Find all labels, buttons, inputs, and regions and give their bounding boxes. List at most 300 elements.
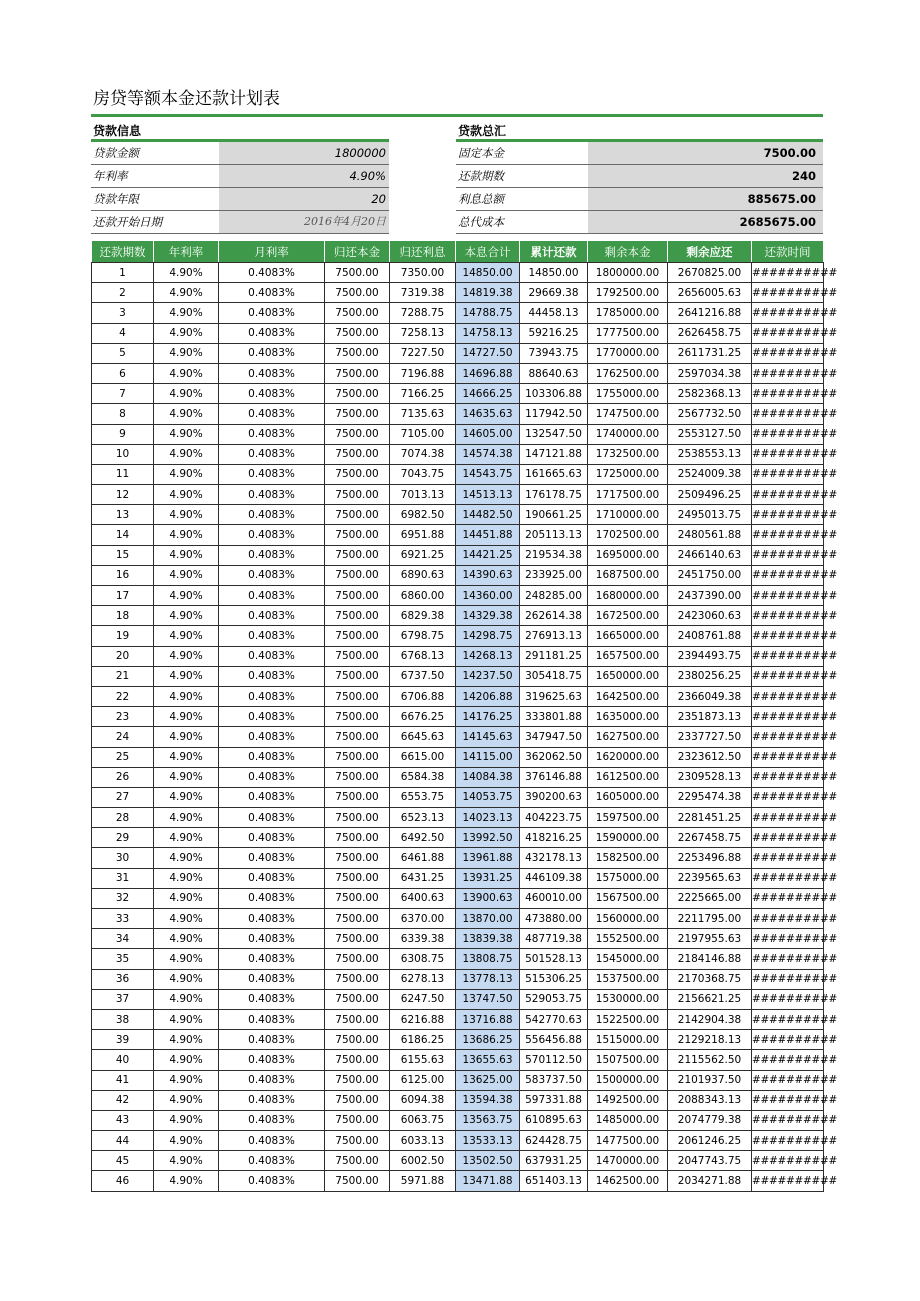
cell-cumulative[interactable]: 161665.63 — [520, 464, 588, 484]
cell-cumulative[interactable]: 147121.88 — [520, 444, 588, 464]
cell-remaining-principal[interactable]: 1777500.00 — [588, 323, 668, 343]
cell-annual-rate[interactable]: 4.90% — [154, 787, 219, 807]
cell-principal[interactable]: 7500.00 — [325, 888, 390, 908]
cell-period[interactable]: 37 — [92, 989, 154, 1009]
cell-interest[interactable]: 6860.00 — [390, 586, 456, 606]
cell-interest[interactable]: 6982.50 — [390, 505, 456, 525]
cell-interest[interactable]: 6553.75 — [390, 787, 456, 807]
cell-interest[interactable]: 6063.75 — [390, 1110, 456, 1130]
cell-principal[interactable]: 7500.00 — [325, 303, 390, 323]
cell-remaining-due[interactable]: 2034271.88 — [668, 1171, 752, 1191]
cell-payment-date[interactable]: ########## — [752, 1050, 824, 1070]
cell-interest[interactable]: 6400.63 — [390, 888, 456, 908]
start-date-value[interactable]: 2016年4月20日 — [219, 211, 389, 233]
cell-remaining-principal[interactable]: 1725000.00 — [588, 464, 668, 484]
cell-remaining-principal[interactable]: 1672500.00 — [588, 606, 668, 626]
cell-period[interactable]: 15 — [92, 545, 154, 565]
cell-period[interactable]: 46 — [92, 1171, 154, 1191]
cell-period[interactable]: 24 — [92, 727, 154, 747]
cell-cumulative[interactable]: 132547.50 — [520, 424, 588, 444]
cell-total-payment[interactable]: 14850.00 — [456, 263, 520, 283]
cell-annual-rate[interactable]: 4.90% — [154, 424, 219, 444]
cell-monthly-rate[interactable]: 0.4083% — [219, 1171, 325, 1191]
cell-period[interactable]: 31 — [92, 868, 154, 888]
cell-annual-rate[interactable]: 4.90% — [154, 666, 219, 686]
cell-principal[interactable]: 7500.00 — [325, 1090, 390, 1110]
cell-interest[interactable]: 7288.75 — [390, 303, 456, 323]
cell-payment-date[interactable]: ########## — [752, 909, 824, 929]
cell-principal[interactable]: 7500.00 — [325, 263, 390, 283]
cell-payment-date[interactable]: ########## — [752, 727, 824, 747]
cell-annual-rate[interactable]: 4.90% — [154, 363, 219, 383]
cell-interest[interactable]: 7043.75 — [390, 464, 456, 484]
cell-remaining-principal[interactable]: 1470000.00 — [588, 1151, 668, 1171]
cell-interest[interactable]: 7227.50 — [390, 343, 456, 363]
cell-total-payment[interactable]: 14635.63 — [456, 404, 520, 424]
cell-monthly-rate[interactable]: 0.4083% — [219, 283, 325, 303]
cell-remaining-principal[interactable]: 1620000.00 — [588, 747, 668, 767]
cell-remaining-due[interactable]: 2088343.13 — [668, 1090, 752, 1110]
cell-period[interactable]: 28 — [92, 808, 154, 828]
cell-principal[interactable]: 7500.00 — [325, 1131, 390, 1151]
cell-payment-date[interactable]: ########## — [752, 263, 824, 283]
cell-period[interactable]: 26 — [92, 767, 154, 787]
cell-interest[interactable]: 6676.25 — [390, 707, 456, 727]
cell-annual-rate[interactable]: 4.90% — [154, 868, 219, 888]
cell-remaining-principal[interactable]: 1537500.00 — [588, 969, 668, 989]
cell-period[interactable]: 13 — [92, 505, 154, 525]
cell-remaining-due[interactable]: 2423060.63 — [668, 606, 752, 626]
cell-total-payment[interactable]: 13870.00 — [456, 909, 520, 929]
cell-interest[interactable]: 6370.00 — [390, 909, 456, 929]
cell-period[interactable]: 9 — [92, 424, 154, 444]
cell-total-payment[interactable]: 14206.88 — [456, 686, 520, 706]
cell-cumulative[interactable]: 651403.13 — [520, 1171, 588, 1191]
cell-annual-rate[interactable]: 4.90% — [154, 505, 219, 525]
cell-interest[interactable]: 6645.63 — [390, 727, 456, 747]
cell-monthly-rate[interactable]: 0.4083% — [219, 989, 325, 1009]
cell-remaining-principal[interactable]: 1680000.00 — [588, 586, 668, 606]
cell-remaining-due[interactable]: 2626458.75 — [668, 323, 752, 343]
cell-cumulative[interactable]: 446109.38 — [520, 868, 588, 888]
cell-principal[interactable]: 7500.00 — [325, 343, 390, 363]
cell-remaining-principal[interactable]: 1695000.00 — [588, 545, 668, 565]
cell-total-payment[interactable]: 14451.88 — [456, 525, 520, 545]
cell-principal[interactable]: 7500.00 — [325, 808, 390, 828]
cell-interest[interactable]: 7319.38 — [390, 283, 456, 303]
cell-remaining-due[interactable]: 2380256.25 — [668, 666, 752, 686]
cell-remaining-principal[interactable]: 1462500.00 — [588, 1171, 668, 1191]
cell-payment-date[interactable]: ########## — [752, 747, 824, 767]
cell-cumulative[interactable]: 460010.00 — [520, 888, 588, 908]
cell-remaining-due[interactable]: 2451750.00 — [668, 565, 752, 585]
cell-period[interactable]: 4 — [92, 323, 154, 343]
cell-total-payment[interactable]: 13686.25 — [456, 1030, 520, 1050]
cell-remaining-due[interactable]: 2170368.75 — [668, 969, 752, 989]
cell-remaining-due[interactable]: 2670825.00 — [668, 263, 752, 283]
cell-principal[interactable]: 7500.00 — [325, 646, 390, 666]
cell-remaining-due[interactable]: 2509496.25 — [668, 485, 752, 505]
cell-annual-rate[interactable]: 4.90% — [154, 464, 219, 484]
cell-payment-date[interactable]: ########## — [752, 1070, 824, 1090]
cell-remaining-due[interactable]: 2101937.50 — [668, 1070, 752, 1090]
cell-total-payment[interactable]: 13961.88 — [456, 848, 520, 868]
cell-total-payment[interactable]: 14237.50 — [456, 666, 520, 686]
cell-total-payment[interactable]: 13655.63 — [456, 1050, 520, 1070]
cell-remaining-principal[interactable]: 1702500.00 — [588, 525, 668, 545]
cell-payment-date[interactable]: ########## — [752, 303, 824, 323]
cell-period[interactable]: 36 — [92, 969, 154, 989]
cell-total-payment[interactable]: 14360.00 — [456, 586, 520, 606]
cell-monthly-rate[interactable]: 0.4083% — [219, 444, 325, 464]
cell-cumulative[interactable]: 190661.25 — [520, 505, 588, 525]
cell-monthly-rate[interactable]: 0.4083% — [219, 1030, 325, 1050]
cell-payment-date[interactable]: ########## — [752, 505, 824, 525]
cell-monthly-rate[interactable]: 0.4083% — [219, 505, 325, 525]
cell-annual-rate[interactable]: 4.90% — [154, 767, 219, 787]
cell-total-payment[interactable]: 14053.75 — [456, 787, 520, 807]
cell-annual-rate[interactable]: 4.90% — [154, 525, 219, 545]
cell-monthly-rate[interactable]: 0.4083% — [219, 263, 325, 283]
cell-annual-rate[interactable]: 4.90% — [154, 646, 219, 666]
cell-remaining-due[interactable]: 2061246.25 — [668, 1131, 752, 1151]
cell-monthly-rate[interactable]: 0.4083% — [219, 787, 325, 807]
cell-cumulative[interactable]: 597331.88 — [520, 1090, 588, 1110]
cell-total-payment[interactable]: 14115.00 — [456, 747, 520, 767]
cell-payment-date[interactable]: ########## — [752, 525, 824, 545]
cell-remaining-principal[interactable]: 1635000.00 — [588, 707, 668, 727]
cell-remaining-due[interactable]: 2047743.75 — [668, 1151, 752, 1171]
cell-principal[interactable]: 7500.00 — [325, 666, 390, 686]
cell-interest[interactable]: 6768.13 — [390, 646, 456, 666]
cell-annual-rate[interactable]: 4.90% — [154, 1090, 219, 1110]
cell-monthly-rate[interactable]: 0.4083% — [219, 969, 325, 989]
cell-total-payment[interactable]: 14574.38 — [456, 444, 520, 464]
cell-principal[interactable]: 7500.00 — [325, 1030, 390, 1050]
cell-period[interactable]: 1 — [92, 263, 154, 283]
cell-principal[interactable]: 7500.00 — [325, 929, 390, 949]
cell-interest[interactable]: 6461.88 — [390, 848, 456, 868]
cell-payment-date[interactable]: ########## — [752, 626, 824, 646]
cell-total-payment[interactable]: 14758.13 — [456, 323, 520, 343]
cell-payment-date[interactable]: ########## — [752, 1131, 824, 1151]
cell-period[interactable]: 44 — [92, 1131, 154, 1151]
cell-principal[interactable]: 7500.00 — [325, 384, 390, 404]
cell-remaining-due[interactable]: 2495013.75 — [668, 505, 752, 525]
cell-total-payment[interactable]: 14176.25 — [456, 707, 520, 727]
cell-period[interactable]: 12 — [92, 485, 154, 505]
cell-principal[interactable]: 7500.00 — [325, 606, 390, 626]
cell-remaining-due[interactable]: 2184146.88 — [668, 949, 752, 969]
cell-remaining-due[interactable]: 2211795.00 — [668, 909, 752, 929]
cell-period[interactable]: 7 — [92, 384, 154, 404]
cell-period[interactable]: 16 — [92, 565, 154, 585]
cell-period[interactable]: 25 — [92, 747, 154, 767]
cell-interest[interactable]: 6247.50 — [390, 989, 456, 1009]
cell-remaining-principal[interactable]: 1590000.00 — [588, 828, 668, 848]
cell-remaining-principal[interactable]: 1762500.00 — [588, 363, 668, 383]
cell-period[interactable]: 32 — [92, 888, 154, 908]
cell-principal[interactable]: 7500.00 — [325, 949, 390, 969]
cell-principal[interactable]: 7500.00 — [325, 404, 390, 424]
cell-annual-rate[interactable]: 4.90% — [154, 404, 219, 424]
cell-annual-rate[interactable]: 4.90% — [154, 1131, 219, 1151]
cell-remaining-due[interactable]: 2567732.50 — [668, 404, 752, 424]
cell-cumulative[interactable]: 418216.25 — [520, 828, 588, 848]
cell-monthly-rate[interactable]: 0.4083% — [219, 525, 325, 545]
cell-payment-date[interactable]: ########## — [752, 606, 824, 626]
cell-payment-date[interactable]: ########## — [752, 444, 824, 464]
loan-years-value[interactable]: 20 — [219, 188, 389, 210]
cell-payment-date[interactable]: ########## — [752, 384, 824, 404]
cell-remaining-due[interactable]: 2239565.63 — [668, 868, 752, 888]
cell-interest[interactable]: 6890.63 — [390, 565, 456, 585]
cell-payment-date[interactable]: ########## — [752, 1030, 824, 1050]
cell-interest[interactable]: 6125.00 — [390, 1070, 456, 1090]
cell-remaining-principal[interactable]: 1755000.00 — [588, 384, 668, 404]
cell-interest[interactable]: 6798.75 — [390, 626, 456, 646]
cell-interest[interactable]: 7013.13 — [390, 485, 456, 505]
cell-cumulative[interactable]: 333801.88 — [520, 707, 588, 727]
cell-payment-date[interactable]: ########## — [752, 666, 824, 686]
cell-cumulative[interactable]: 248285.00 — [520, 586, 588, 606]
cell-principal[interactable]: 7500.00 — [325, 848, 390, 868]
cell-cumulative[interactable]: 432178.13 — [520, 848, 588, 868]
cell-total-payment[interactable]: 14329.38 — [456, 606, 520, 626]
cell-remaining-principal[interactable]: 1575000.00 — [588, 868, 668, 888]
cell-annual-rate[interactable]: 4.90% — [154, 747, 219, 767]
cell-cumulative[interactable]: 205113.13 — [520, 525, 588, 545]
cell-principal[interactable]: 7500.00 — [325, 464, 390, 484]
cell-annual-rate[interactable]: 4.90% — [154, 444, 219, 464]
cell-payment-date[interactable]: ########## — [752, 808, 824, 828]
cell-monthly-rate[interactable]: 0.4083% — [219, 303, 325, 323]
cell-remaining-due[interactable]: 2597034.38 — [668, 363, 752, 383]
cell-monthly-rate[interactable]: 0.4083% — [219, 1070, 325, 1090]
cell-payment-date[interactable]: ########## — [752, 848, 824, 868]
cell-cumulative[interactable]: 529053.75 — [520, 989, 588, 1009]
cell-principal[interactable]: 7500.00 — [325, 828, 390, 848]
cell-period[interactable]: 19 — [92, 626, 154, 646]
cell-annual-rate[interactable]: 4.90% — [154, 586, 219, 606]
cell-remaining-due[interactable]: 2225665.00 — [668, 888, 752, 908]
cell-total-payment[interactable]: 13716.88 — [456, 1009, 520, 1029]
cell-period[interactable]: 5 — [92, 343, 154, 363]
cell-annual-rate[interactable]: 4.90% — [154, 727, 219, 747]
cell-monthly-rate[interactable]: 0.4083% — [219, 384, 325, 404]
cell-principal[interactable]: 7500.00 — [325, 727, 390, 747]
cell-annual-rate[interactable]: 4.90% — [154, 949, 219, 969]
cell-cumulative[interactable]: 117942.50 — [520, 404, 588, 424]
cell-interest[interactable]: 6033.13 — [390, 1131, 456, 1151]
cell-remaining-principal[interactable]: 1582500.00 — [588, 848, 668, 868]
cell-monthly-rate[interactable]: 0.4083% — [219, 363, 325, 383]
cell-annual-rate[interactable]: 4.90% — [154, 343, 219, 363]
cell-principal[interactable]: 7500.00 — [325, 485, 390, 505]
cell-monthly-rate[interactable]: 0.4083% — [219, 343, 325, 363]
cell-total-payment[interactable]: 14084.38 — [456, 767, 520, 787]
cell-payment-date[interactable]: ########## — [752, 888, 824, 908]
cell-principal[interactable]: 7500.00 — [325, 505, 390, 525]
cell-payment-date[interactable]: ########## — [752, 646, 824, 666]
cell-annual-rate[interactable]: 4.90% — [154, 1070, 219, 1090]
cell-remaining-due[interactable]: 2656005.63 — [668, 283, 752, 303]
cell-monthly-rate[interactable]: 0.4083% — [219, 565, 325, 585]
cell-total-payment[interactable]: 14605.00 — [456, 424, 520, 444]
cell-payment-date[interactable]: ########## — [752, 707, 824, 727]
cell-cumulative[interactable]: 14850.00 — [520, 263, 588, 283]
cell-principal[interactable]: 7500.00 — [325, 686, 390, 706]
cell-period[interactable]: 27 — [92, 787, 154, 807]
cell-total-payment[interactable]: 14268.13 — [456, 646, 520, 666]
cell-cumulative[interactable]: 473880.00 — [520, 909, 588, 929]
cell-remaining-principal[interactable]: 1792500.00 — [588, 283, 668, 303]
cell-remaining-due[interactable]: 2611731.25 — [668, 343, 752, 363]
cell-interest[interactable]: 7074.38 — [390, 444, 456, 464]
cell-remaining-due[interactable]: 2337727.50 — [668, 727, 752, 747]
cell-period[interactable]: 14 — [92, 525, 154, 545]
cell-payment-date[interactable]: ########## — [752, 1171, 824, 1191]
cell-monthly-rate[interactable]: 0.4083% — [219, 707, 325, 727]
cell-principal[interactable]: 7500.00 — [325, 787, 390, 807]
cell-total-payment[interactable]: 14696.88 — [456, 363, 520, 383]
cell-annual-rate[interactable]: 4.90% — [154, 263, 219, 283]
cell-principal[interactable]: 7500.00 — [325, 586, 390, 606]
cell-total-payment[interactable]: 13808.75 — [456, 949, 520, 969]
cell-principal[interactable]: 7500.00 — [325, 626, 390, 646]
cell-cumulative[interactable]: 103306.88 — [520, 384, 588, 404]
cell-payment-date[interactable]: ########## — [752, 464, 824, 484]
cell-annual-rate[interactable]: 4.90% — [154, 1050, 219, 1070]
cell-interest[interactable]: 6002.50 — [390, 1151, 456, 1171]
cell-period[interactable]: 23 — [92, 707, 154, 727]
cell-total-payment[interactable]: 14390.63 — [456, 565, 520, 585]
cell-cumulative[interactable]: 556456.88 — [520, 1030, 588, 1050]
cell-total-payment[interactable]: 13563.75 — [456, 1110, 520, 1130]
cell-remaining-principal[interactable]: 1560000.00 — [588, 909, 668, 929]
cell-payment-date[interactable]: ########## — [752, 989, 824, 1009]
cell-payment-date[interactable]: ########## — [752, 686, 824, 706]
cell-monthly-rate[interactable]: 0.4083% — [219, 323, 325, 343]
cell-interest[interactable]: 7196.88 — [390, 363, 456, 383]
cell-cumulative[interactable]: 637931.25 — [520, 1151, 588, 1171]
cell-annual-rate[interactable]: 4.90% — [154, 888, 219, 908]
cell-remaining-principal[interactable]: 1770000.00 — [588, 343, 668, 363]
cell-monthly-rate[interactable]: 0.4083% — [219, 727, 325, 747]
cell-cumulative[interactable]: 487719.38 — [520, 929, 588, 949]
cell-remaining-due[interactable]: 2309528.13 — [668, 767, 752, 787]
cell-remaining-due[interactable]: 2156621.25 — [668, 989, 752, 1009]
cell-interest[interactable]: 6829.38 — [390, 606, 456, 626]
cell-remaining-due[interactable]: 2553127.50 — [668, 424, 752, 444]
cell-annual-rate[interactable]: 4.90% — [154, 565, 219, 585]
cell-remaining-due[interactable]: 2394493.75 — [668, 646, 752, 666]
cell-annual-rate[interactable]: 4.90% — [154, 1171, 219, 1191]
cell-remaining-due[interactable]: 2129218.13 — [668, 1030, 752, 1050]
cell-payment-date[interactable]: ########## — [752, 969, 824, 989]
cell-monthly-rate[interactable]: 0.4083% — [219, 1009, 325, 1029]
cell-remaining-principal[interactable]: 1740000.00 — [588, 424, 668, 444]
cell-interest[interactable]: 6094.38 — [390, 1090, 456, 1110]
cell-remaining-due[interactable]: 2253496.88 — [668, 848, 752, 868]
cell-cumulative[interactable]: 624428.75 — [520, 1131, 588, 1151]
cell-interest[interactable]: 6308.75 — [390, 949, 456, 969]
cell-period[interactable]: 10 — [92, 444, 154, 464]
cell-cumulative[interactable]: 583737.50 — [520, 1070, 588, 1090]
cell-remaining-principal[interactable]: 1642500.00 — [588, 686, 668, 706]
cell-remaining-principal[interactable]: 1477500.00 — [588, 1131, 668, 1151]
cell-remaining-due[interactable]: 2142904.38 — [668, 1009, 752, 1029]
cell-total-payment[interactable]: 13931.25 — [456, 868, 520, 888]
cell-remaining-principal[interactable]: 1657500.00 — [588, 646, 668, 666]
cell-period[interactable]: 35 — [92, 949, 154, 969]
cell-payment-date[interactable]: ########## — [752, 586, 824, 606]
cell-total-payment[interactable]: 13992.50 — [456, 828, 520, 848]
cell-interest[interactable]: 6951.88 — [390, 525, 456, 545]
cell-annual-rate[interactable]: 4.90% — [154, 707, 219, 727]
cell-monthly-rate[interactable]: 0.4083% — [219, 404, 325, 424]
cell-principal[interactable]: 7500.00 — [325, 1070, 390, 1090]
cell-period[interactable]: 20 — [92, 646, 154, 666]
cell-remaining-principal[interactable]: 1515000.00 — [588, 1030, 668, 1050]
cell-principal[interactable]: 7500.00 — [325, 283, 390, 303]
cell-remaining-principal[interactable]: 1507500.00 — [588, 1050, 668, 1070]
cell-cumulative[interactable]: 376146.88 — [520, 767, 588, 787]
cell-monthly-rate[interactable]: 0.4083% — [219, 485, 325, 505]
cell-annual-rate[interactable]: 4.90% — [154, 323, 219, 343]
cell-principal[interactable]: 7500.00 — [325, 444, 390, 464]
cell-cumulative[interactable]: 362062.50 — [520, 747, 588, 767]
cell-period[interactable]: 8 — [92, 404, 154, 424]
cell-payment-date[interactable]: ########## — [752, 1009, 824, 1029]
cell-principal[interactable]: 7500.00 — [325, 363, 390, 383]
annual-rate-value[interactable]: 4.90% — [219, 165, 389, 187]
cell-payment-date[interactable]: ########## — [752, 283, 824, 303]
cell-principal[interactable]: 7500.00 — [325, 1110, 390, 1130]
cell-cumulative[interactable]: 262614.38 — [520, 606, 588, 626]
loan-amount-value[interactable]: 1800000 — [219, 142, 389, 164]
cell-interest[interactable]: 6155.63 — [390, 1050, 456, 1070]
cell-total-payment[interactable]: 13625.00 — [456, 1070, 520, 1090]
cell-principal[interactable]: 7500.00 — [325, 525, 390, 545]
cell-payment-date[interactable]: ########## — [752, 404, 824, 424]
cell-remaining-due[interactable]: 2197955.63 — [668, 929, 752, 949]
cell-total-payment[interactable]: 13502.50 — [456, 1151, 520, 1171]
cell-total-payment[interactable]: 14513.13 — [456, 485, 520, 505]
cell-remaining-principal[interactable]: 1530000.00 — [588, 989, 668, 1009]
cell-remaining-due[interactable]: 2115562.50 — [668, 1050, 752, 1070]
cell-principal[interactable]: 7500.00 — [325, 989, 390, 1009]
cell-annual-rate[interactable]: 4.90% — [154, 808, 219, 828]
cell-period[interactable]: 29 — [92, 828, 154, 848]
cell-cumulative[interactable]: 347947.50 — [520, 727, 588, 747]
cell-monthly-rate[interactable]: 0.4083% — [219, 606, 325, 626]
cell-total-payment[interactable]: 14421.25 — [456, 545, 520, 565]
cell-interest[interactable]: 6737.50 — [390, 666, 456, 686]
cell-remaining-due[interactable]: 2437390.00 — [668, 586, 752, 606]
cell-payment-date[interactable]: ########## — [752, 1090, 824, 1110]
cell-annual-rate[interactable]: 4.90% — [154, 1009, 219, 1029]
cell-payment-date[interactable]: ########## — [752, 929, 824, 949]
cell-payment-date[interactable]: ########## — [752, 1110, 824, 1130]
cell-cumulative[interactable]: 501528.13 — [520, 949, 588, 969]
cell-remaining-principal[interactable]: 1627500.00 — [588, 727, 668, 747]
cell-payment-date[interactable]: ########## — [752, 565, 824, 585]
cell-period[interactable]: 18 — [92, 606, 154, 626]
cell-remaining-principal[interactable]: 1605000.00 — [588, 787, 668, 807]
cell-monthly-rate[interactable]: 0.4083% — [219, 828, 325, 848]
cell-monthly-rate[interactable]: 0.4083% — [219, 586, 325, 606]
